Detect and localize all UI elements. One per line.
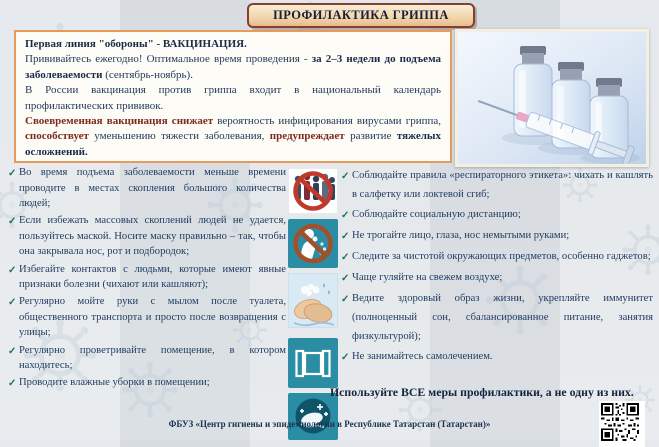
poster-title: ПРОФИЛАКТИКА ГРИППА (273, 8, 449, 22)
list-item: ✓ Ведите здоровый образ жизни, укрепляйте иммунитет (полноценный сон, сбалансированное питание, занятия физкультурой); (341, 289, 653, 346)
poster-title-banner (247, 3, 475, 28)
list-item: ✓ Избегайте контактов с людьми, которые имеют явные признаки болезни (чихают или кашляют); (8, 263, 286, 291)
list-item: ✓ Регулярно мойте руки с мылом после туалета, общественного транспорта и просто после возвращения с улицы; (8, 296, 286, 339)
check-icon: ✓ (8, 297, 17, 309)
wet-cleaning-icon (288, 393, 338, 440)
check-icon: ✓ (341, 273, 350, 284)
check-icon: ✓ (8, 378, 17, 390)
open-window-icon (288, 338, 338, 388)
check-icon: ✓ (8, 216, 17, 228)
final-note: Используйте ВСЕ меры профилактики, а не одну из них. (330, 385, 634, 399)
check-icon: ✓ (341, 231, 350, 242)
check-icon: ✓ (341, 210, 350, 221)
check-icon: ✓ (341, 252, 350, 263)
footer-organization: ФБУЗ «Центр гигиены и эпидемиологии в Республике Татарстан (Татарстан)» (168, 419, 491, 429)
check-icon: ✓ (8, 345, 17, 357)
list-item: ✓ Проводите влажные уборки в помещении; (8, 375, 286, 392)
syringe-vials-illustration (458, 32, 646, 164)
check-icon: ✓ (341, 294, 350, 305)
recommendations-list-left (8, 165, 286, 393)
list-item: ✓ Регулярно проветривайте помещение, в котором находитесь; (8, 344, 286, 372)
vaccination-paragraph-timing: Прививайтесь ежегодно! Оптимальное время проведения - за 2–3 недели до подъема заболеваемости (сентябрь-ноябрь). (25, 53, 441, 81)
vaccination-paragraph-calendar: В России вакцинация против гриппа входит в национальный календарь профилактических прививок. (25, 84, 441, 112)
vaccination-paragraph-benefits: Своевременная вакцинация снижает вероятность инфицирования вирусами гриппа, способствует уменьшению тяжести заболевания, предупреждает развитие тяжелых осложнений. (25, 115, 441, 158)
check-icon: ✓ (8, 168, 17, 179)
qr-code (599, 401, 645, 447)
check-icon: ✓ (341, 352, 350, 363)
recommendations-list-right (341, 166, 653, 368)
list-item: ✓ Следите за чистотой окружающих предметов, особенно гаджетов; (341, 247, 653, 267)
list-item: ✓ Во время подъема заболеваемости меньше времени проводите в местах скопления большого количества людей; (8, 167, 286, 210)
check-icon: ✓ (8, 264, 17, 276)
list-item: ✓ Чаще гуляйте на свежем воздухе; (341, 268, 653, 288)
syringe-vials-photo (455, 29, 649, 167)
list-item: ✓ Соблюдайте социальную дистанцию; (341, 205, 653, 225)
vaccination-heading: Первая линия "обороны" - ВАКЦИНАЦИЯ. (25, 38, 247, 50)
check-icon: ✓ (341, 171, 350, 182)
list-item: ✓ Не занимайтесь самолечением. (341, 347, 653, 367)
no-sneezing-icon (288, 219, 338, 268)
no-crowds-icon (288, 168, 338, 214)
vaccination-info-box (14, 30, 452, 163)
hand-washing-icon (288, 273, 338, 328)
list-item: ✓ Если избежать массовых скоплений людей не удается, пользуйтесь маской. Носите маску правильно – так, чтобы она закрывала нос, рот и подбородок; (8, 215, 286, 258)
list-item: ✓ Соблюдайте правила «респираторного этикета»: чихать и кашлять в салфетку или локтевой сгиб; (341, 166, 653, 204)
list-item: ✓ Не трогайте лицо, глаза, нос немытыми руками; (341, 226, 653, 246)
